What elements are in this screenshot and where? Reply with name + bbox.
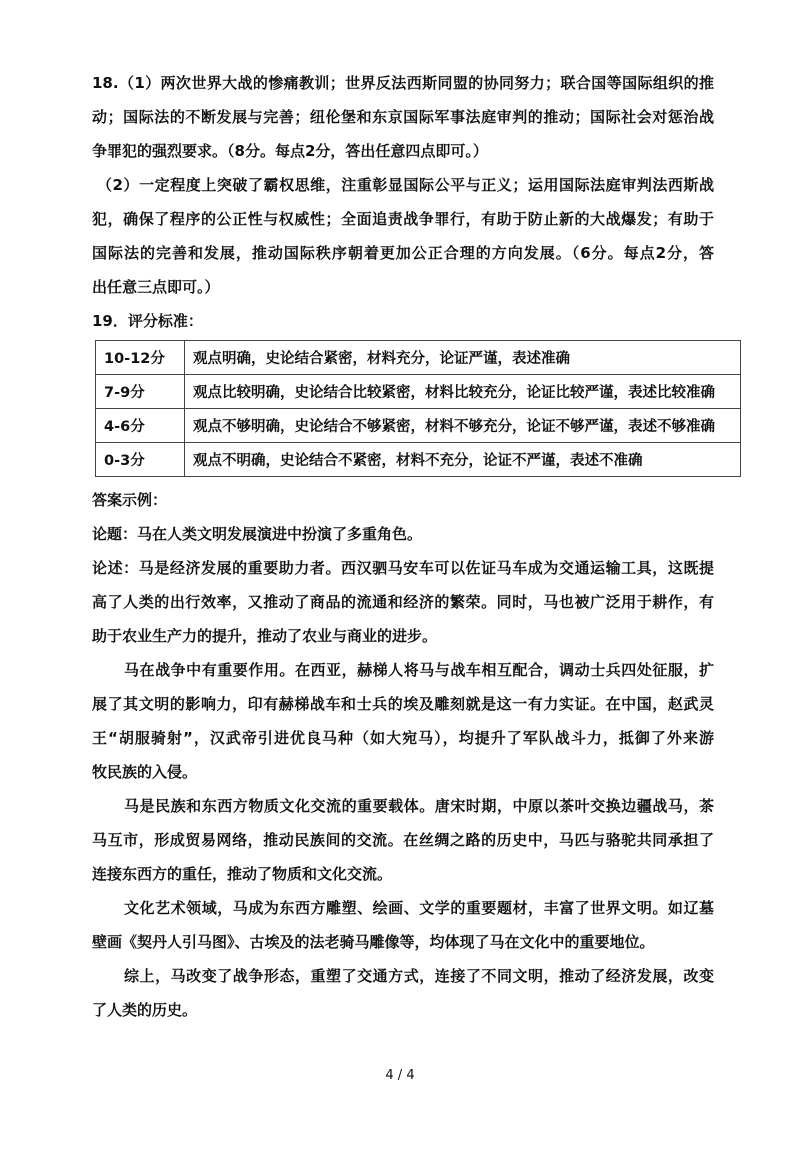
score-range: 0-3分 [96, 443, 185, 477]
essay-paragraph [92, 551, 714, 653]
essay-paragraph [92, 653, 714, 789]
criteria-description: 观点不明确，史论结合不紧密，材料不充分，论证不严谨，表述不准确 [185, 443, 741, 477]
text-line: 连接东西方的重任，推动了物质和文化交流。 [92, 865, 393, 883]
text-line: 犯，确保了程序的公正性与权威性；全面追责战争罪行，有助于防止新的大战爆发；有助于 [92, 210, 714, 228]
score-range: 4-6分 [96, 409, 185, 443]
rubric-row [96, 375, 741, 409]
rubric-row [96, 409, 741, 443]
answer-18-part-2 [92, 168, 714, 304]
text-line: 动；国际法的不断发展与完善；纽伦堡和东京国际军事法庭审判的推动；国际社会对惩治战 [92, 108, 714, 126]
score-range: 10-12分 [96, 341, 185, 375]
text-line: 18.（1）两次世界大战的惨痛教训；世界反法西斯同盟的协同努力；联合国等国际组织的推 [92, 74, 714, 92]
essay-paragraph [92, 891, 714, 959]
essay-paragraph [92, 959, 714, 1027]
text-line: 国际法的完善和发展，推动国际秩序朝着更加公正合理的方向发展。（6分。每点2分，答 [92, 244, 714, 262]
text-line: （2）一定程度上突破了霸权思维，注重彰显国际公平与正义；运用国际法庭审判法西斯战 [97, 176, 714, 194]
text-line: 壁画《契丹人引马图》、古埃及的法老骑马雕像等，均体现了马在文化中的重要地位。 [92, 933, 655, 951]
q19-heading: 19．评分标准： [92, 312, 203, 330]
text-line: 争罪犯的强烈要求。（8分。每点2分，答出任意四点即可。） [92, 142, 488, 160]
text-line: 牧民族的入侵。 [92, 763, 198, 781]
text-line: 马在战争中有重要作用。在西亚，赫梯人将马与战车相互配合，调动士兵四处征服，扩 [124, 661, 714, 679]
text-line: 马是民族和东西方物质文化交流的重要载体。唐宋时期，中原以茶叶交换边疆战马，茶 [124, 797, 714, 815]
text-line: 文化艺术领域，马成为东西方雕塑、绘画、文学的重要题材，丰富了世界文明。如辽墓 [124, 899, 714, 917]
text-line: 助于农业生产力的提升，推动了农业与商业的进步。 [92, 627, 438, 645]
scoring-rubric-table [95, 340, 741, 477]
text-line: 王“胡服骑射”，汉武帝引进优良马种（如大宛马），均提升了军队战斗力，抵御了外来游 [92, 729, 714, 747]
text-line: 马互市，形成贸易网络，推动民族间的交流。在丝绸之路的历史中，马匹与骆驼共同承担了 [92, 831, 714, 849]
text-line: 了人类的历史。 [92, 1001, 198, 1019]
text-line: 论述：马是经济发展的重要助力者。西汉驷马安车可以佐证马车成为交通运输工具，这既提 [92, 559, 714, 577]
text-line: 出任意三点即可。） [92, 278, 220, 296]
answer-18-part-1 [92, 66, 714, 168]
rubric-row [96, 341, 741, 375]
example-heading: 答案示例： [92, 491, 168, 509]
text-line: 综上，马改变了战争形态，重塑了交通方式，连接了不同文明，推动了经济发展，改变 [124, 967, 714, 985]
rubric-row [96, 443, 741, 477]
essay-body [92, 551, 714, 1027]
document-body [92, 66, 714, 1027]
page-number: 4 / 4 [385, 1068, 415, 1083]
thesis: 论题：马在人类文明发展演进中扮演了多重角色。 [92, 525, 423, 543]
text-line: 展了其文明的影响力，印有赫梯战车和士兵的埃及雕刻就是这一有力实证。在中国，赵武灵 [92, 695, 714, 713]
criteria-description: 观点比较明确，史论结合比较紧密，材料比较充分，论证比较严谨，表述比较准确 [185, 375, 741, 409]
text-line: 高了人类的出行效率，又推动了商品的流通和经济的繁荣。同时，马也被广泛用于耕作，有 [92, 593, 714, 611]
criteria-description: 观点不够明确，史论结合不够紧密，材料不够充分，论证不够严谨，表述不够准确 [185, 409, 741, 443]
score-range: 7-9分 [96, 375, 185, 409]
criteria-description: 观点明确，史论结合紧密，材料充分，论证严谨，表述准确 [185, 341, 741, 375]
essay-paragraph [92, 789, 714, 891]
